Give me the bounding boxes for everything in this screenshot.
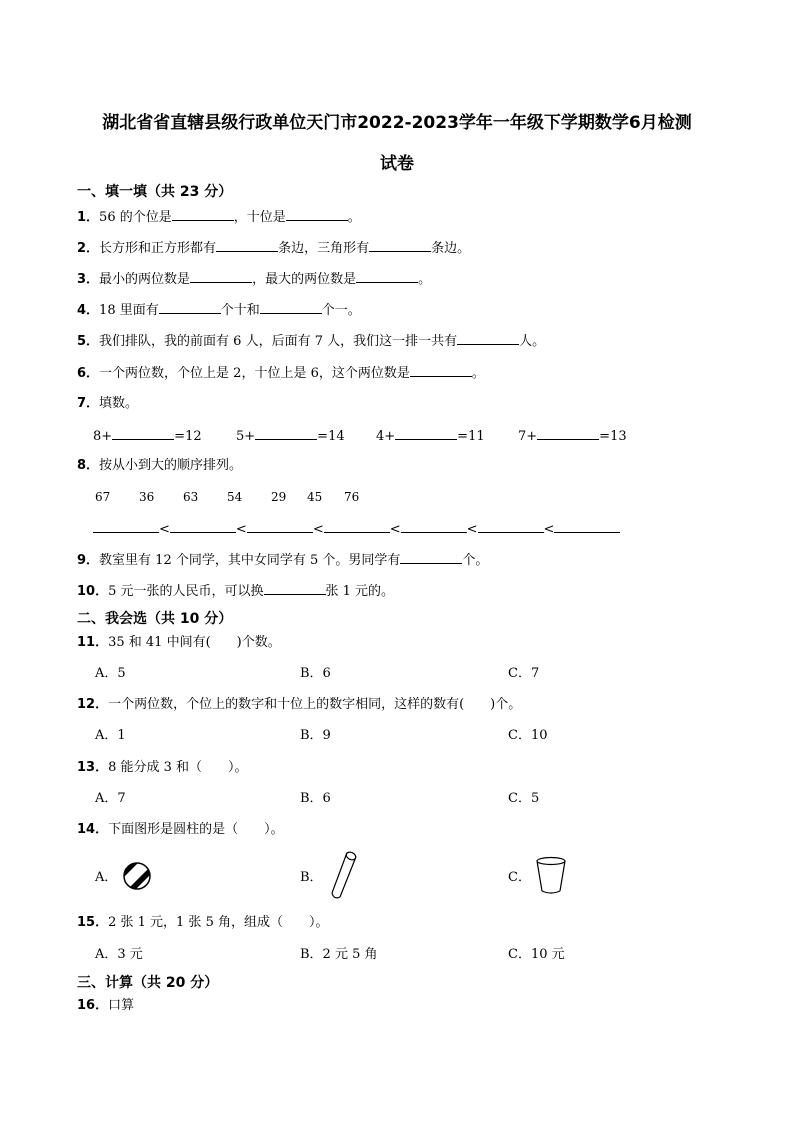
option-b[interactable]: B．6 <box>300 791 331 806</box>
question-text: 教室里有 12 个同学，其中女同学有 5 个。男同学有 <box>99 553 401 568</box>
question-text: 条边，三角形有 <box>278 241 370 256</box>
answer-blank[interactable] <box>401 520 467 533</box>
answer-blank[interactable] <box>264 582 326 595</box>
question-text: 个十和 <box>220 303 260 318</box>
equation-prefix: 7+ <box>518 429 538 444</box>
option-a[interactable]: A．3 元 <box>95 947 143 962</box>
less-than-sign: < <box>159 522 170 537</box>
option-a[interactable]: A．1 <box>95 728 126 743</box>
less-than-sign: < <box>466 522 478 537</box>
question-number: 5． <box>77 334 100 349</box>
option-b[interactable]: B．2 元 5 角 <box>300 947 378 962</box>
answer-blank[interactable] <box>400 551 462 564</box>
answer-blank[interactable] <box>537 427 599 440</box>
option-b[interactable]: B． <box>300 870 323 885</box>
equation-2 <box>236 427 345 445</box>
answer-blank[interactable] <box>410 364 472 377</box>
question-11 <box>77 635 281 651</box>
option-b[interactable]: B．6 <box>300 666 331 681</box>
question-text: 。 <box>471 366 485 381</box>
question-text: 56 的个位是 <box>99 210 172 225</box>
question-2 <box>77 239 470 257</box>
question-number: 15． <box>77 915 109 930</box>
question-14 <box>77 822 284 838</box>
question-text: 2 张 1 元，1 张 5 角，组成（ ）。 <box>108 915 329 930</box>
question-number: 6． <box>77 366 100 381</box>
equation-suffix: =13 <box>599 429 627 444</box>
question-text: 条边。 <box>431 241 471 256</box>
option-c[interactable]: C．10 元 <box>508 947 565 962</box>
question-6 <box>77 364 485 382</box>
question-text: 18 里面有 <box>99 303 159 318</box>
section-fill-in: 一、填一填（共 23 分） <box>77 184 233 200</box>
option-a[interactable]: A．7 <box>95 791 126 806</box>
number-63: 63 <box>183 490 199 504</box>
question-1 <box>77 208 361 226</box>
question-text: 按从小到大的顺序排列。 <box>99 458 243 473</box>
question-12 <box>77 697 521 713</box>
number-76: 76 <box>344 490 360 504</box>
less-than-sign: < <box>543 522 555 537</box>
question-number: 13． <box>77 760 109 775</box>
answer-blank[interactable] <box>324 520 390 533</box>
option-c[interactable]: C．5 <box>508 791 540 806</box>
answer-blank[interactable] <box>286 208 348 221</box>
question-text: 最小的两位数是 <box>99 272 191 287</box>
question-text: 。 <box>347 210 361 225</box>
answer-blank[interactable] <box>395 427 457 440</box>
equation-prefix: 4+ <box>376 429 396 444</box>
question-10 <box>77 582 394 600</box>
question-number: 10． <box>77 584 109 599</box>
question-3 <box>77 270 431 288</box>
number-36: 36 <box>139 490 155 504</box>
equation-1 <box>93 427 202 445</box>
option-a[interactable]: A．5 <box>95 666 126 681</box>
question-number: 12． <box>77 697 109 712</box>
answer-blank[interactable] <box>216 239 278 252</box>
number-29: 29 <box>271 490 287 504</box>
section-calculation: 三、计算（共 20 分） <box>77 975 219 991</box>
striped-ball-icon <box>122 861 152 891</box>
question-13 <box>77 760 248 776</box>
title-line-1: 湖北省省直辖县级行政单位天门市2022-2023学年一年级下学期数学6月检测 <box>102 113 692 133</box>
question-5 <box>77 332 545 350</box>
question-text: 。 <box>418 272 432 287</box>
title-line-2: 试卷 <box>380 154 414 174</box>
sort-answer-row <box>93 520 620 537</box>
answer-blank[interactable] <box>478 520 544 533</box>
question-text: 个一。 <box>321 303 361 318</box>
question-9 <box>77 551 488 569</box>
question-4 <box>77 301 361 319</box>
question-text: ，十位是 <box>233 210 286 225</box>
less-than-sign: < <box>235 522 247 537</box>
number-45: 45 <box>307 490 323 504</box>
answer-blank[interactable] <box>255 427 317 440</box>
number-67: 67 <box>95 490 111 504</box>
answer-blank[interactable] <box>112 427 174 440</box>
section-multiple-choice: 二、我会选（共 10 分） <box>77 611 233 627</box>
question-text: 一个两位数，个位上是 2，十位上是 6，这个两位数是 <box>99 366 410 381</box>
question-text: 35 和 41 中间有( )个数。 <box>108 635 281 650</box>
answer-blank[interactable] <box>247 520 313 533</box>
question-text: 长方形和正方形都有 <box>99 241 217 256</box>
answer-blank[interactable] <box>172 208 234 221</box>
equation-suffix: =11 <box>457 429 485 444</box>
equation-prefix: 5+ <box>236 429 256 444</box>
answer-blank[interactable] <box>190 270 252 283</box>
question-text: 下面图形是圆柱的是（ ）。 <box>108 822 284 837</box>
question-15 <box>77 915 328 931</box>
equation-4 <box>518 427 627 445</box>
question-text: 张 1 元的。 <box>325 584 395 599</box>
option-c[interactable]: C． <box>508 870 531 885</box>
question-text: 一个两位数，个位上的数字和十位上的数字相同，这样的数有( )个。 <box>108 697 522 712</box>
cup-icon <box>534 856 568 896</box>
question-16 <box>77 998 134 1014</box>
question-text: 人。 <box>519 334 546 349</box>
question-number: 7． <box>77 396 100 411</box>
answer-blank[interactable] <box>93 520 159 533</box>
less-than-sign: < <box>312 522 324 537</box>
question-text: 5 元一张的人民币，可以换 <box>108 584 264 599</box>
answer-blank[interactable] <box>170 520 236 533</box>
option-b[interactable]: B．9 <box>300 728 331 743</box>
answer-blank[interactable] <box>159 301 221 314</box>
question-text: 填数。 <box>99 396 139 411</box>
question-text: 我们排队，我的前面有 6 人，后面有 7 人，我们这一排一共有 <box>99 334 458 349</box>
question-number: 14． <box>77 822 109 837</box>
question-number: 8． <box>77 458 100 473</box>
equation-3 <box>376 427 485 445</box>
question-number: 4． <box>77 303 100 318</box>
less-than-sign: < <box>389 522 401 537</box>
question-text: 8 能分成 3 和（ ）。 <box>108 760 248 775</box>
cylinder-icon <box>326 851 360 901</box>
answer-blank[interactable] <box>356 270 418 283</box>
equation-prefix: 8+ <box>93 429 113 444</box>
equation-suffix: =12 <box>174 429 202 444</box>
question-number: 9． <box>77 553 100 568</box>
option-a[interactable]: A． <box>95 870 118 885</box>
question-7 <box>77 396 138 412</box>
question-text: 口算 <box>108 998 135 1013</box>
question-number: 1． <box>77 210 100 225</box>
question-number: 16． <box>77 998 109 1013</box>
answer-blank[interactable] <box>457 332 519 345</box>
question-text: 个。 <box>462 553 489 568</box>
number-54: 54 <box>227 490 243 504</box>
question-8 <box>77 458 242 474</box>
option-c[interactable]: C．10 <box>508 728 548 743</box>
answer-blank[interactable] <box>554 520 620 533</box>
equation-suffix: =14 <box>317 429 345 444</box>
question-number: 2． <box>77 241 100 256</box>
question-number: 11． <box>77 635 109 650</box>
answer-blank[interactable] <box>260 301 322 314</box>
option-c[interactable]: C．7 <box>508 666 540 681</box>
question-number: 3． <box>77 272 100 287</box>
answer-blank[interactable] <box>369 239 431 252</box>
question-text: ，最大的两位数是 <box>252 272 357 287</box>
